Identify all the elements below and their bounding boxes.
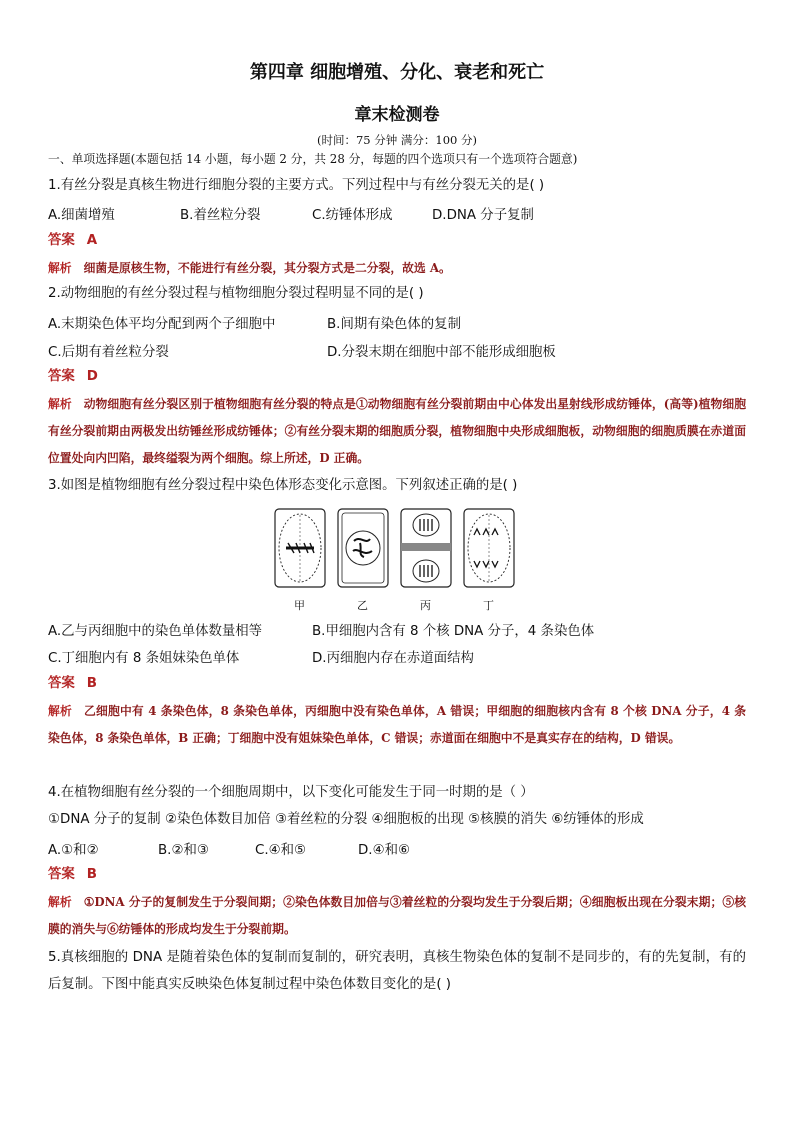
q2-option-b: B.间期有染色体的复制	[327, 317, 461, 332]
q1-option-c: C.纺锤体形成	[312, 208, 393, 223]
answer-value: D	[86, 369, 98, 384]
answer-value: B	[86, 676, 97, 691]
q2-explanation	[48, 391, 746, 472]
explanation-label: 解析	[48, 261, 72, 275]
q3-option-b: B.甲细胞内含有 8 个核 DNA 分子，4 条染色体	[312, 624, 595, 639]
q5-stem: 5.真核细胞的 DNA 是随着染色体的复制而复制的，研究表明，真核生物染色体的复制不是同步的，有的先复制，有的后复制。下图中能真实反映染色体复制过程中染色体数目变化的是( )	[48, 950, 746, 992]
figure-label-bing: 丙	[420, 599, 431, 612]
figure-label-ding: 丁	[483, 599, 494, 612]
explanation-label: 解析	[48, 397, 72, 411]
q2-option-c: C.后期有着丝粒分裂	[48, 345, 169, 360]
cell-jia	[275, 509, 325, 587]
q4-answer	[48, 866, 97, 884]
q1-explanation	[48, 255, 746, 282]
explanation-text: ①DNA 分子的复制发生于分裂间期；②染色体数目加倍与③着丝粒的分裂均发生于分裂后期；④细胞板出现在分裂末期；⑤核膜的消失与⑥纺锤体的形成均发生于分裂前期。	[48, 895, 746, 936]
explanation-text: 细菌是原核生物，不能进行有丝分裂，其分裂方式是二分裂，故选 A。	[83, 261, 451, 275]
cell-bing	[401, 509, 451, 587]
answer-label: 答案	[48, 867, 75, 882]
q1-option-d: D.DNA 分子复制	[432, 208, 534, 223]
q2-stem: 2.动物细胞的有丝分裂过程与植物细胞分裂过程明显不同的是( )	[48, 286, 424, 301]
q3-option-a: A.乙与丙细胞中的染色单体数量相等	[48, 624, 263, 639]
explanation-label: 解析	[48, 895, 72, 909]
cell-ding	[464, 509, 514, 587]
q4-items: ①DNA 分子的复制 ②染色体数目加倍 ③着丝粒的分裂 ④细胞板的出现 ⑤核膜的消失 ⑥纺锤体的形成	[48, 812, 644, 827]
exam-meta: (时间：75 分钟 满分：100 分)	[316, 133, 478, 147]
q2-option-d: D.分裂末期在细胞中部不能形成细胞板	[327, 345, 556, 360]
chapter-title: 第四章 细胞增殖、分化、衰老和死亡	[249, 62, 545, 83]
q1-option-b: B.着丝粒分裂	[180, 208, 261, 223]
answer-label: 答案	[48, 676, 75, 691]
q4-option-d: D.④和⑥	[358, 843, 410, 858]
explanation-text: 乙细胞中有 4 条染色体，8 条染色单体，丙细胞中没有染色单体，A 错误；甲细胞的细胞核内含有 8 个核 DNA 分子，4 条染色体，8 条染色单体，B 正确；丁细胞中没有姐妹染色单体，C 错误；赤道面在细胞中不是真实存在的结构，D 错误。	[48, 704, 746, 745]
q2-answer	[48, 368, 98, 386]
answer-label: 答案	[48, 369, 75, 384]
section-heading: 一、单项选择题(本题包括 14 小题，每小题 2 分，共 28 分，每题的四个选项只有一个选项符合题意)	[48, 152, 578, 166]
mitosis-figure	[270, 507, 540, 619]
q3-stem: 3.如图是植物细胞有丝分裂过程中染色体形态变化示意图。下列叙述正确的是( )	[48, 478, 518, 493]
q3-option-d: D.丙细胞内存在赤道面结构	[312, 651, 474, 666]
q3-answer	[48, 675, 97, 693]
answer-label: 答案	[48, 233, 75, 248]
answer-value: A	[86, 233, 98, 248]
q1-stem: 1.有丝分裂是真核生物进行细胞分裂的主要方式。下列过程中与有丝分裂无关的是( )	[48, 178, 545, 193]
figure-label-jia: 甲	[294, 599, 305, 612]
q4-stem: 4.在植物细胞有丝分裂的一个细胞周期中，以下变化可能发生于同一时期的是（ ）	[48, 785, 534, 800]
q4-option-c: C.④和⑤	[255, 843, 307, 858]
answer-value: B	[86, 867, 97, 882]
q3-explanation	[48, 698, 746, 752]
explanation-text: 动物细胞有丝分裂区别于植物细胞有丝分裂的特点是①动物细胞有丝分裂前期由中心体发出星射线形成纺锤体，(高等)植物细胞有丝分裂前期由两极发出纺锤丝形成纺锤体；②有丝分裂末期的细胞质分裂，植物细胞中央形成细胞板，动物细胞的细胞质膜在赤道面位置处向内凹陷，最终缢裂为两个细胞。综上所述，D 正确。	[48, 397, 746, 465]
exam-subtitle: 章末检测卷	[354, 105, 440, 125]
mitosis-cells-diagram	[270, 507, 540, 615]
q4-option-b: B.②和③	[158, 843, 209, 858]
q2-option-a: A.末期染色体平均分配到两个子细胞中	[48, 317, 276, 332]
explanation-label: 解析	[48, 704, 72, 718]
q4-option-a: A.①和②	[48, 843, 99, 858]
q1-answer	[48, 232, 97, 250]
cell-yi	[338, 509, 388, 587]
q4-explanation	[48, 889, 746, 943]
q3-option-c: C.丁细胞内有 8 条姐妹染色单体	[48, 651, 240, 666]
figure-label-yi: 乙	[357, 599, 368, 612]
q1-option-a: A.细菌增殖	[48, 208, 115, 223]
